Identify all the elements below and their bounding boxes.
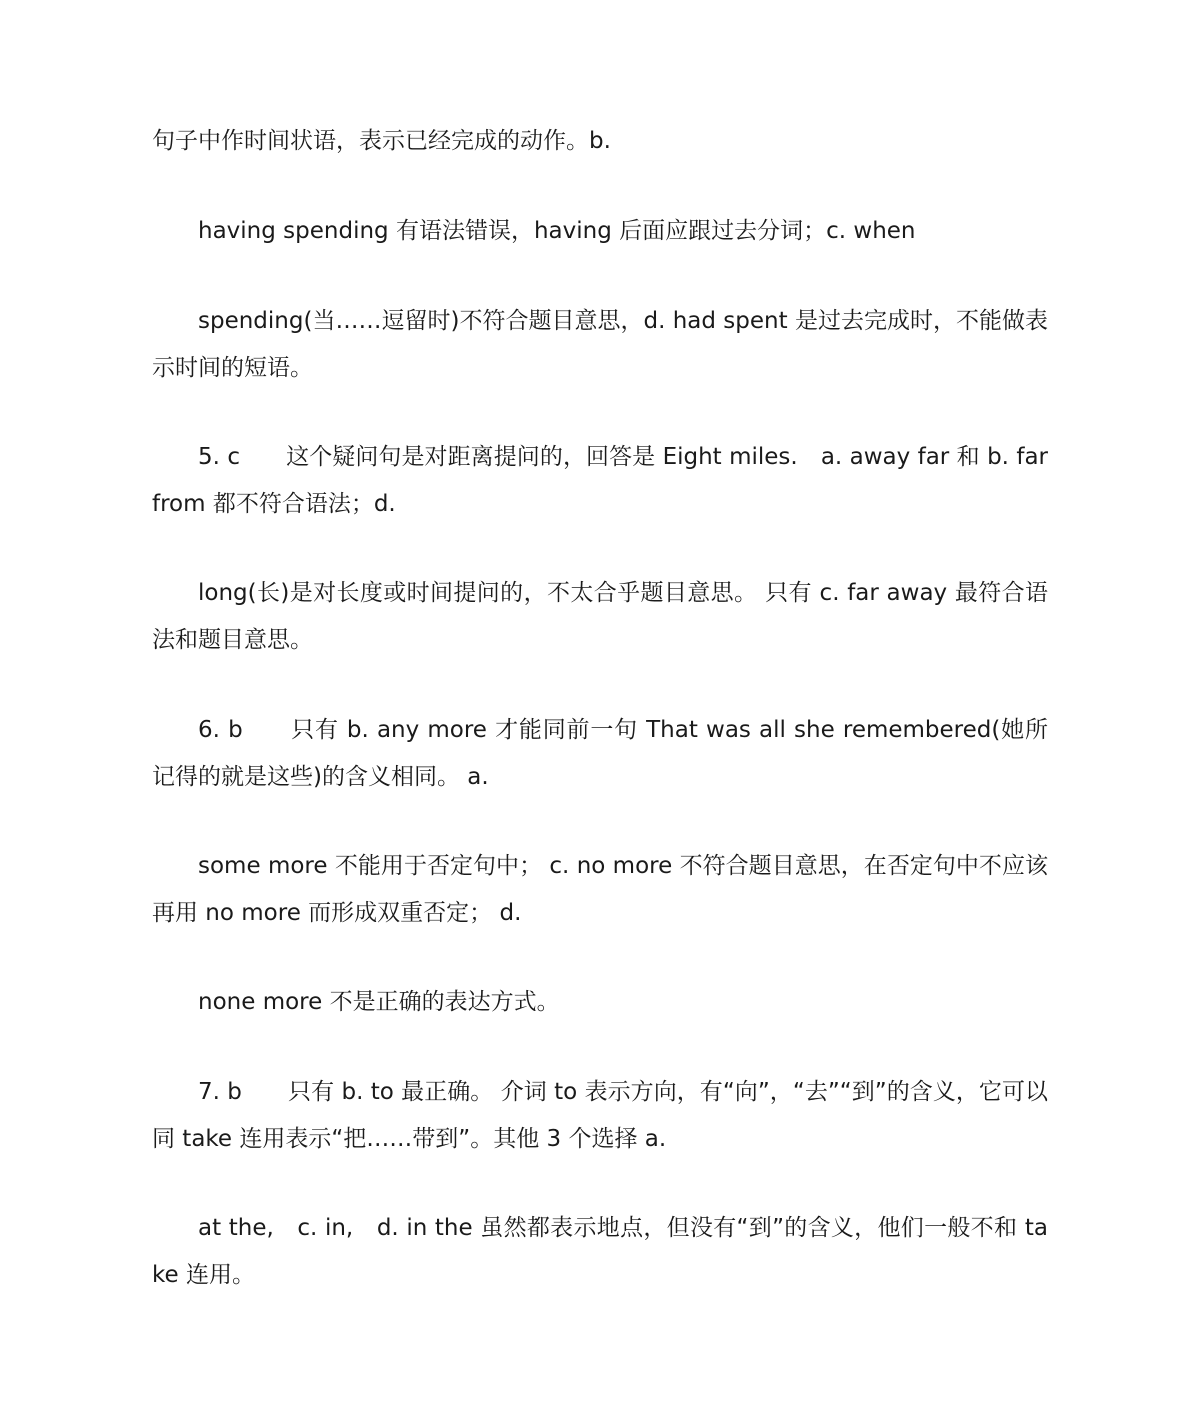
paragraph-2: having spending 有语法错误，having 后面应跟过去分词；c. when — [198, 218, 916, 244]
paragraph-8: none more 不是正确的表达方式。 — [198, 989, 560, 1015]
paragraph-4: 5. c 这个疑问句是对距离提问的，回答是 Eight miles. a. away far 和 b. far from 都不符合语法；d. — [152, 444, 1048, 517]
paragraph-6: 6. b 只有 b. any more 才能同前一句 That was all she remembered(她所记得的就是这些)的含义相同。 a. — [152, 717, 1048, 790]
paragraph-10: at the, c. in, d. in the 虽然都表示地点，但没有“到”的含义，他们一般不和 take 连用。 — [152, 1215, 1048, 1288]
paragraph-1: 句子中作时间状语，表示已经完成的动作。b. — [152, 128, 611, 154]
paragraph-3: spending(当……逗留时)不符合题目意思，d. had spent 是过去完成时，不能做表示时间的短语。 — [152, 308, 1048, 381]
paragraph-9: 7. b 只有 b. to 最正确。 介词 to 表示方向，有“向”，“去”“到”的含义，它可以同 take 连用表示“把……带到”。其他 3 个选择 a. — [152, 1079, 1048, 1152]
paragraph-7: some more 不能用于否定句中； c. no more 不符合题目意思，在否定句中不应该再用 no more 而形成双重否定； d. — [152, 853, 1048, 926]
paragraph-5: long(长)是对长度或时间提问的，不太合乎题目意思。 只有 c. far away 最符合语法和题目意思。 — [152, 580, 1048, 653]
